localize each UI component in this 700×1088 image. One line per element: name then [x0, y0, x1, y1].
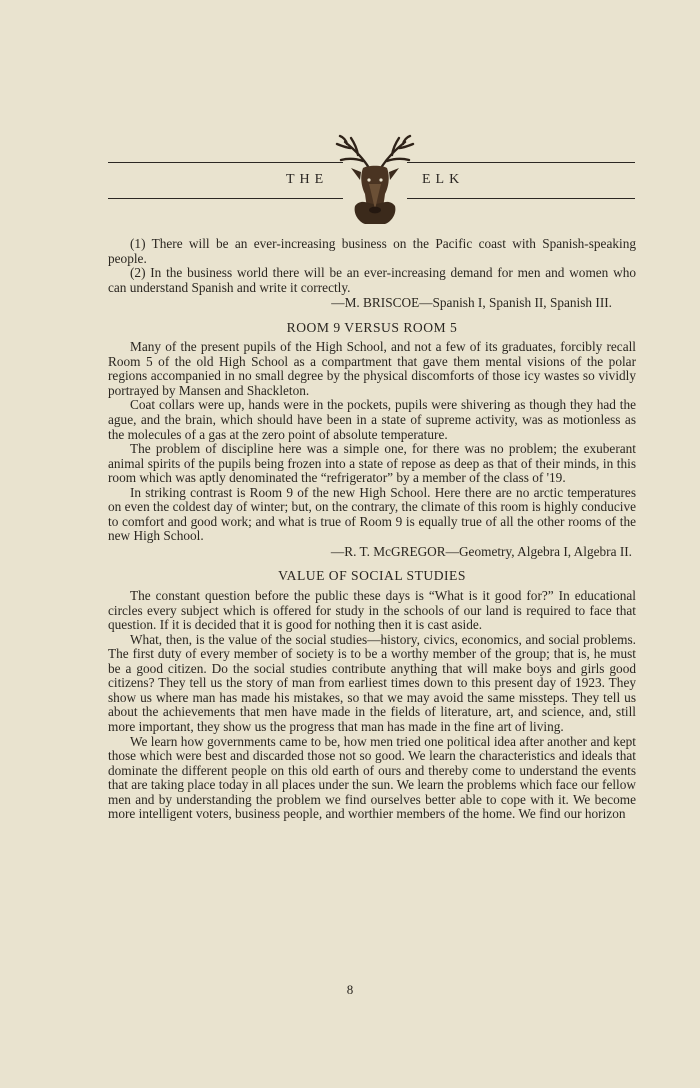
social-studies-paragraph: What, then, is the value of the social studies—history, civics, economics, and social problems. The first duty of every member of society is to be a worthy member of the group; that is, he must be a good citizen. Do the social studies contribute anything that will make boys and girls good citizens? They tell us the story of man from earliest times down to this present day of 1923. They show us where man has made his mistakes, so that we may avoid the same missteps. They tell us about the achievements that men have made in the fields of literature, art, and science, and, still more important, they show us the progress that man has made in the fine art of living.: [108, 631, 636, 734]
social-studies-paragraph: We learn how governments came to be, how men tried one political idea after another and kept those which were best and discarded those not so good. We learn the characteristics and ideals that dominate the different people on this old earth of ours and thereby come to understand the events that are taking place today in all places under the sun. We learn the problems which face our fellow men and by understanding the problem we find ourselves better able to cope with it. We become more intelligent voters, business people, and worthier members of the home. We find our horizon: [108, 733, 636, 822]
header-rule-top-left: [108, 162, 343, 163]
header-rule-bottom-right: [407, 198, 635, 199]
spanish-reason-2: (2) In the business world there will be an ever-increasing demand for men and women who can understand Spanish and write it correctly.: [108, 265, 636, 295]
room9-title: ROOM 9 VERSUS ROOM 5: [286, 319, 458, 335]
room9-paragraph: Coat collars were up, hands were in the pockets, pupils were shivering as though they had the ague, and the brain, which should have been in a state of supreme activity, was as motionless as the molecules of a gas at the zero point of absolute temperature.: [108, 397, 636, 442]
social-studies-paragraph: The constant question before the public these days is “What is it good for?” In educational circles every subject which is offered for study in the schools of our land is required to face that question. If it is decided that it is good for nothing then it is cast aside.: [108, 588, 636, 633]
spanish-reason-1: (1) There will be an ever-increasing business on the Pacific coast with Spanish-speaking people.: [108, 236, 636, 266]
header-rule-bottom-left: [108, 198, 343, 199]
spanish-signature: —M. BRISCOE—Spanish I, Spanish II, Spanish III.: [331, 295, 612, 311]
room9-paragraph: Many of the present pupils of the High School, and not a few of its graduates, forcibly recall Room 5 of the old High School as a compartment that gave them mental visions of the polar regions accompanied in no small degree by the physical discomforts of those icy wastes so vividly portrayed by Mansen and Shackleton.: [108, 339, 636, 398]
header-title-left: THE: [286, 172, 329, 187]
header-title-right: ELK: [422, 172, 465, 187]
header-rule-top-right: [407, 162, 635, 163]
room9-paragraph: The problem of discipline here was a simple one, for there was no problem; the exuberant animal spirits of the pupils being frozen into a state of repose as deep as that of their minds, in this room which was aptly denominated the “refrigerator” by a member of the class of '19.: [108, 441, 636, 486]
elk-head-icon: [333, 134, 417, 226]
page-number: 8: [346, 982, 354, 997]
room9-signature: —R. T. McGREGOR—Geometry, Algebra I, Algebra II.: [330, 543, 632, 559]
room9-paragraph: In striking contrast is Room 9 of the new High School. Here there are no arctic temperatures on even the coldest day of winter; but, on the contrary, the climate of this room is highly conducive to comfort and good work; and what is true of Room 9 is equally true of all the other rooms of the new High School.: [108, 484, 636, 544]
social-studies-title: VALUE OF SOCIAL STUDIES: [278, 568, 466, 584]
page-content: [108, 237, 636, 822]
